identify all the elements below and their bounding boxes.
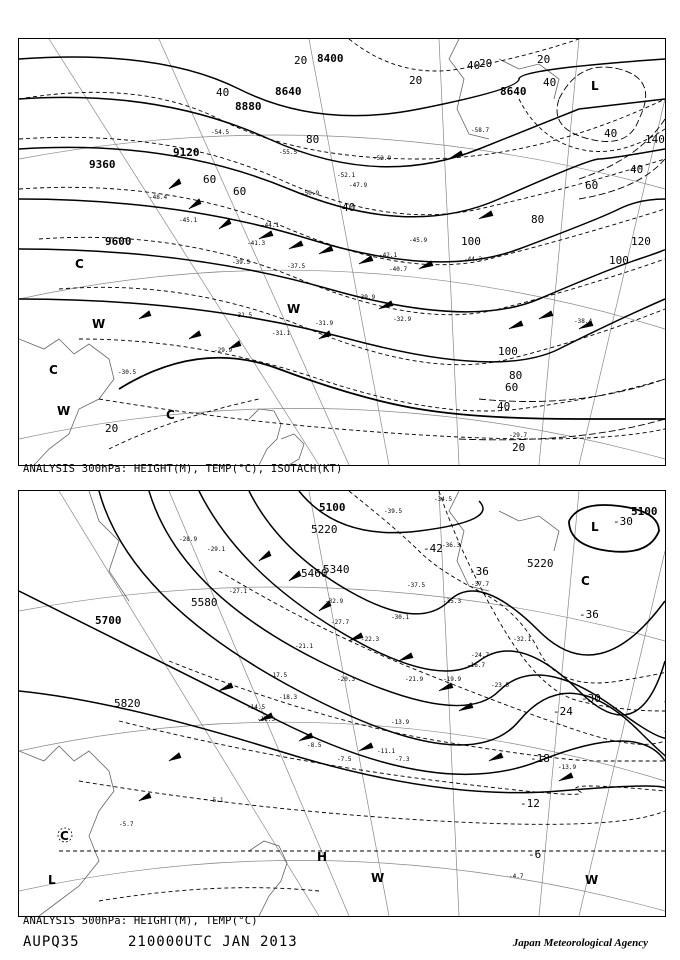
isotach-label: 100 [498,345,518,358]
temp-obs: -52.9 [373,155,392,162]
temp-obs: -7.3 [395,756,410,763]
temp-obs: -45.1 [179,217,198,224]
height-label: 5460 [301,567,328,580]
temp-obs: -34.5 [434,496,453,503]
isotach-label: 120 [631,235,651,248]
temp-obs: -44.3 [464,256,483,263]
temp-obs: -31.9 [315,320,334,327]
isotach-label: 40 [216,86,230,99]
temp-obs: -36.3 [442,542,461,549]
temp-obs: -24.7 [471,652,490,659]
isotach-label: 40 [497,400,511,413]
temp-obs: -52.1 [337,172,356,179]
temp-obs: -7.5 [337,756,352,763]
height-label: 5220 [311,523,338,536]
temp-obs: -27.7 [331,619,350,626]
temp-obs: -28.9 [179,536,198,543]
temp-obs: -8.5 [307,742,322,749]
isotach-label: 20 [537,53,551,66]
temp-obs: -21.1 [295,643,314,650]
temp-label: -30 [581,692,601,705]
low-center-L: L [48,873,56,887]
height-labels-300 [89,52,527,248]
temp-obs: -13.9 [558,764,577,771]
isotach-label: 80 [509,369,523,382]
temp-label: -24 [553,705,573,718]
height-label: 5340 [323,563,350,576]
chart-id: AUPQ35 [23,934,80,950]
temp-obs: -44.1 [261,222,280,229]
isotach-label: 100 [609,254,629,267]
temp-obs: -39.5 [232,259,251,266]
warm-center-W: W [287,302,301,316]
temp-obs: -11.1 [377,748,396,755]
cold-center-C: C [49,363,58,377]
isotach-label: 40 [604,127,618,140]
temp-obs: -17.5 [269,672,288,679]
isotach-label: 60 [203,173,217,186]
temp-obs: -16.7 [467,662,486,669]
temp-obs: -32.1 [513,636,532,643]
isotach-label: 20 [409,74,423,87]
valid-time: 210000UTC JAN 2013 [128,934,298,950]
temp-obs: -12.3 [257,716,276,723]
temp-label: -30 [613,515,633,528]
isotach-label: 40 [543,76,557,89]
temp-obs: -18.3 [279,694,298,701]
temp-label: -6 [528,848,542,861]
temp-obs: -30.1 [391,614,410,621]
temp-obs: -32.9 [393,316,412,323]
height-label: 5700 [95,614,122,627]
temp-obs: -19.9 [443,676,462,683]
temp-obs: -50.9 [301,190,320,197]
temp-obs: -45.9 [409,237,428,244]
temp-obs: -27.1 [229,588,248,595]
temp-obs-500 [119,496,576,880]
isotach-label: 20 [479,57,493,70]
height-label: 9120 [173,146,200,159]
agency-name: Japan Meteorological Agency [512,937,648,949]
low-center-L: L [591,520,599,534]
temp-obs: -29.9 [214,347,233,354]
temp-obs: -37.5 [407,582,426,589]
isotach-label: 20 [105,422,119,435]
isotach-label: 60 [585,179,599,192]
isotach-label: 20 [512,441,526,454]
caption-500hpa: ANALYSIS 500hPa: HEIGHT(M), TEMP(°C) [23,915,258,927]
temp-obs: -30.5 [118,369,137,376]
height-label: 9360 [89,158,116,171]
temp-label: -36 [579,608,599,621]
isotach-label: 100 [461,235,481,248]
temp-obs: -37.7 [471,581,490,588]
height-label: 8640 [275,85,302,98]
high-center-H: H [317,850,328,864]
temp-obs: -58.7 [471,127,490,134]
isotach-label: 60 [505,381,519,394]
isotach-label: 80 [531,213,545,226]
map-500hpa-svg [19,491,665,916]
temp-obs: -35.3 [443,598,462,605]
temp-isotherms-500 [59,491,665,901]
height-label: 5100 [631,505,658,518]
temp-obs: -40.7 [389,266,408,273]
temp-label: -18 [530,752,550,765]
isotach-label: 40 [342,201,356,214]
isotach-300 [459,67,665,440]
map-panel-500hpa [18,490,666,917]
temp-obs: -21.9 [405,676,424,683]
temp-obs: -38.4 [574,318,593,325]
temp-obs: -29.1 [207,546,226,553]
temp-obs-300 [118,127,592,439]
temp-obs: -5.1 [209,797,224,804]
map-300hpa-svg [19,39,665,465]
isotach-label: 60 [233,185,247,198]
warm-center-W: W [57,404,71,418]
temp-obs: -13.9 [391,719,410,726]
temp-obs: -23.5 [491,682,510,689]
height-label: 8880 [235,100,262,113]
temp-obs: -41.3 [247,240,266,247]
map-panel-300hpa [18,38,666,466]
temp-label: -12 [520,797,540,810]
isotach-label: 140 [645,133,665,146]
height-label: 5100 [319,501,346,514]
temp-obs: -4.7 [509,873,524,880]
warm-center-W: W [585,873,599,887]
temp-obs: -37.5 [287,263,306,270]
warm-center-W: W [371,871,385,885]
temp-obs: -39.9 [357,294,376,301]
temp-obs: -29.7 [509,432,528,439]
height-label: 5220 [527,557,554,570]
isotach-label: 20 [294,54,308,67]
temp-obs: -22.3 [361,636,380,643]
height-label: 8400 [317,52,344,65]
low-center-L: L [591,79,599,93]
cold-center-C: C [60,829,69,843]
caption-300hpa: ANALYSIS 300hPa: HEIGHT(M), TEMP(°C), ISOTACH(KT) [23,463,343,475]
temp-obs: -48.4 [149,194,168,201]
temp-obs: -20.3 [337,676,356,683]
height-label: 8640 [500,85,527,98]
temp-obs: -39.5 [384,508,403,515]
height-contours-500 [19,491,665,793]
cold-center-C: C [581,574,590,588]
isotach-label: 80 [306,133,320,146]
temp-obs: -55.5 [279,149,298,156]
temp-obs: -14.5 [247,704,266,711]
temp-obs: -5.7 [119,821,134,828]
isotach-label: 40 [630,163,644,176]
temp-label: -42 [423,542,443,555]
temp-obs: -47.9 [349,182,368,189]
cold-center-C: C [75,257,84,271]
temp-obs: -31.1 [272,330,291,337]
temp-label: -36 [469,565,489,578]
temp-obs: -31.5 [234,312,253,319]
cold-center-C: C [166,408,175,422]
height-label: 9600 [105,235,132,248]
isotach-label: 40 [467,59,481,72]
temp-obs: -54.5 [211,129,230,136]
height-label: 5580 [191,596,218,609]
height-label: 5820 [114,697,141,710]
warm-center-W: W [92,317,106,331]
wind-barbs-500 [139,551,573,801]
temp-obs: -42.1 [379,252,398,259]
temp-obs: -32.9 [325,598,344,605]
